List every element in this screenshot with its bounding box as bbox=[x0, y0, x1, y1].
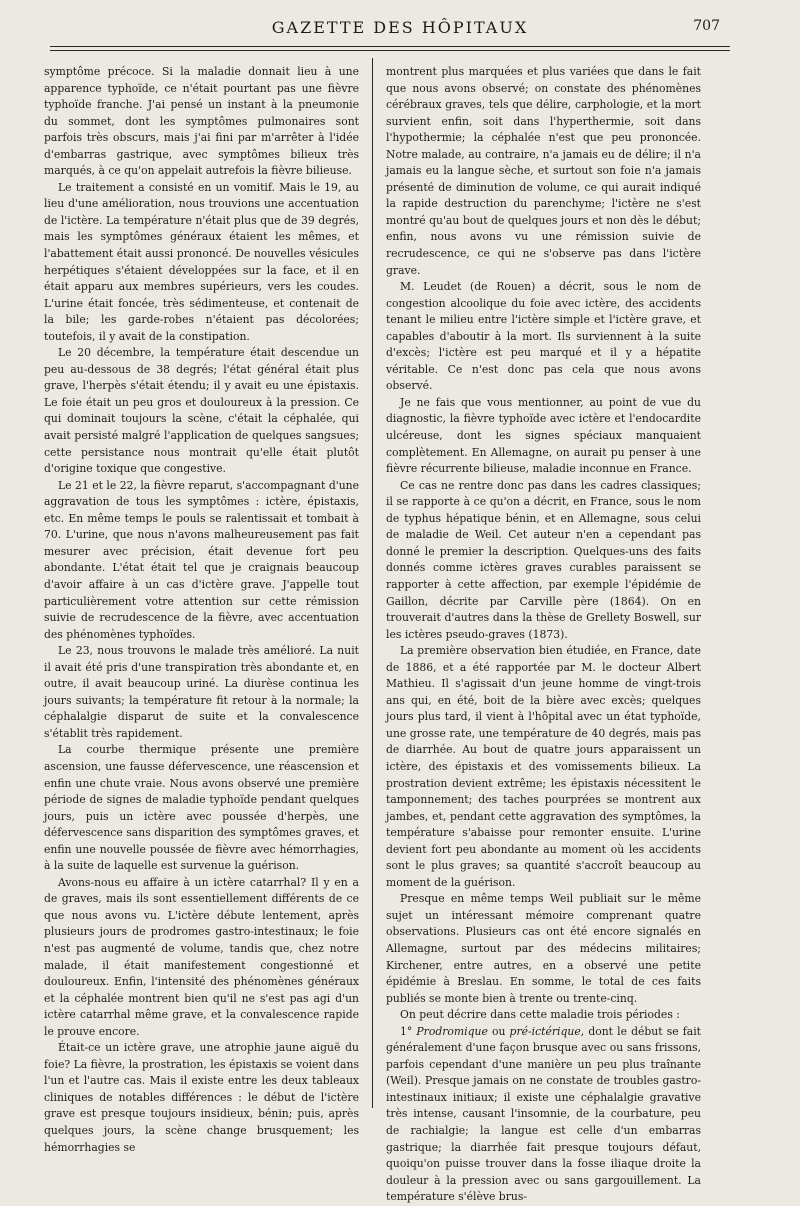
header-rule-thin bbox=[50, 50, 730, 51]
page-header bbox=[0, 18, 800, 42]
list-item-prodromal-period bbox=[386, 1024, 701, 1206]
list-item-text: , dont le début se fait généralement d'une façon brusque avec ou sans frissons, parfois cependant d'une manière un peu plus traînante (Weil). Presque jamais on ne constate de troubles gastro-intestinaux initiaux; il existe une céphalalgie gravative très intense, causant l'insomnie, de la courbature, peu de rachialgie; la langue est celle d'un embarras gastrique; la diarrhée fait presque toujours défaut, quoiqu'on puisse trouver dans la fosse iliaque droite la douleur à la pression avec ou sans gargouillement. La température s'élève brus- bbox=[386, 1024, 701, 1204]
paragraph: montrent plus marquées et plus variées que dans le fait que nous avons observé; on constate des phénomènes cérébraux graves, tels que délire, carphologie, et la mort survient enfin, soit dans l'hyperthermie, soit dans l'hypothermie; la céphalée n'est que peu prononcée. Notre malade, au contraire, n'a jamais eu de délire; il n'a jamais eu la langue sèche, et surtout son foie n'a jamais présenté de diminution de volume, ce qui aurait indiqué la rapide destruction du parenchyme; l'ictère ne s'est montré qu'au bout de quelques jours et non dès le début; enfin, nous avons vu une rémission suivie de recrudescence, ce qui ne s'observe pas dans l'ictère grave. bbox=[386, 65, 701, 277]
term-connector: ou bbox=[487, 1024, 510, 1038]
paragraph: Le 23, nous trouvons le malade très amélioré. La nuit il avait été pris d'une transpiration très abondante et, en outre, il avait beaucoup uriné. La diurèse continua les jours suivants; la température fit retour à la normale; la céphalalgie disparut de suite et la convalescence s'établit très rapidement. bbox=[44, 644, 359, 740]
term-pre-icterique: pré-ictérique bbox=[509, 1024, 581, 1038]
paragraph: La première observation bien étudiée, en France, date de 1886, et a été rapportée par M. le docteur Albert Mathieu. Il s'agissait d'un jeune homme de vingt-trois ans qui, en été, boit de la bière avec excès; quelques jours plus tard, il vient à l'hôpital avec un état typhoïde, une grosse rate, une température de 40 degrés, mais pas de diarrhée. Au bout de quatre jours apparaissent un ictère, des épistaxis et des vomissements bilieux. La prostration devient extrême; les épistaxis nécessitent le tamponnement; des taches pourprées se montrent aux jambes, et, pendant cette aggravation des symptômes, la température s'abaisse pour remonter ensuite. L'urine devient fort peu abondante au moment où les accidents sont le plus graves; sa quantité s'accroît beaucoup au moment de la guérison. bbox=[386, 644, 701, 889]
page-number: 707 bbox=[693, 18, 720, 34]
paragraph: M. Leudet (de Rouen) a décrit, sous le nom de congestion alcoolique du foie avec ictère, des accidents tenant le milieu entre l'ictère simple et l'ictère grave, et capables d'aboutir à la mort. Ils surviennent à la suite d'excès; l'ictère est peu marqué et il y a hépatite véritable. Ce n'est donc pas cela que nous avons observé. bbox=[386, 280, 701, 393]
paragraph: Le traitement a consisté en un vomitif. Mais le 19, au lieu d'une amélioration, nous trouvions une accentuation de l'ictère. La température n'était plus que de 39 degrés, mais les symptômes généraux étaient les mêmes, et l'abattement était aussi prononcé. De nouvelles vésicules herpétiques s'étaient développées sur la face, et il en était apparu aux membres supérieurs, vers les coudes. L'urine était foncée, très sédimenteuse, et contenait de la bile; les garde-robes n'étaient pas décolorées; toutefois, il y avait de la constipation. bbox=[44, 180, 359, 343]
paragraph: On peut décrire dans cette maladie trois périodes : bbox=[400, 1008, 680, 1022]
paragraph: Avons-nous eu affaire à un ictère catarrhal? Il y en a de graves, mais ils sont essentiellement différents de ce que nous avons vu. L'ictère débute lentement, après plusieurs jours de prodromes gastro-intestinaux; le foie n'est pas augmenté de volume, tandis que, chez notre malade, il était manifestement congestionné et douloureux. Enfin, l'intensité des phénomènes généraux et la céphalée montrent bien qu'il ne s'est pas agi d'un ictère catarrhal même grave, et la convalescence rapide le prouve encore. bbox=[44, 875, 359, 1038]
paragraph: Ce cas ne rentre donc pas dans les cadres classiques; il se rapporte à ce qu'on a décrit, en France, sous le nom de typhus hépatique bénin, et en Allemagne, sous celui de maladie de Weil. Cet auteur n'en a cependant pas donné le premier la description. Quelques-uns des faits donnés comme ictères graves curables paraissent se rapporter à cette affection, par exemple l'épidémie de Gaillon, décrite par Carville père (1864). On en trouverait d'autres dans la thèse de Grellety Boswell, sur les ictères pseudo-graves (1873). bbox=[386, 478, 701, 641]
list-number: 1° bbox=[400, 1024, 413, 1038]
right-column bbox=[386, 64, 701, 1206]
running-title: GAZETTE DES HÔPITAUX bbox=[271, 18, 529, 37]
left-column bbox=[44, 64, 359, 1156]
paragraph: Je ne fais que vous mentionner, au point de vue du diagnostic, la fièvre typhoïde avec ictère et l'endocardite ulcéreuse, dont les signes spéciaux manquaient complètement. En Allemagne, on aurait pu penser à une fièvre récurrente bilieuse, maladie inconnue en France. bbox=[386, 395, 701, 476]
paragraph: Le 21 et le 22, la fièvre reparut, s'accompagnant d'une aggravation de tous les symptômes : ictère, épistaxis, etc. En même temps le pouls se ralentissait et tombait à 70. L'urine, que nous n'avons malheureusement pas fait mesurer avec précision, était devenue fort peu abondante. L'état était tel que je craignais beaucoup d'avoir affaire à un cas d'ictère grave. J'appelle tout particulièrement votre attention sur cette rémission suivie de recrudescence de la fièvre, avec accentuation des phénomènes typhoïdes. bbox=[44, 478, 359, 641]
paragraph: Était-ce un ictère grave, une atrophie jaune aiguë du foie? La fièvre, la prostration, les épistaxis se voient dans l'un et l'autre cas. Mais il existe entre les deux tableaux cliniques de notables différences : le début de l'ictère grave est presque toujours insidieux, bénin; puis, après quelques jours, la scène change brusquement; les hémorrhagies se bbox=[44, 1041, 359, 1154]
column-divider bbox=[372, 58, 373, 1108]
paragraph: La courbe thermique présente une première ascension, une fausse défervescence, une réascension et enfin une chute vraie. Nous avons observé une première période de signes de maladie typhoïde pendant quelques jours, puis un ictère avec poussée d'herpès, une défervescence sans disparition des symptômes graves, et enfin une nouvelle poussée de fièvre avec hémorrhagies, à la suite de laquelle est survenue la guérison. bbox=[44, 743, 359, 873]
header-rule bbox=[50, 46, 730, 47]
term-prodromique: Prodromique bbox=[416, 1024, 488, 1038]
paragraph: Le 20 décembre, la température était descendue un peu au-dessous de 38 degrés; l'état général était plus grave, l'herpès s'était étendu; il y avait eu une épistaxis. Le foie était un peu gros et douloureux à la pression. Ce qui dominait toujours la scène, c'était la céphalée, qui avait persisté malgré l'application de quelques sangsues; cette persistance nous montrait qu'elle était plutôt d'origine toxique que congestive. bbox=[44, 346, 359, 476]
paragraph: Presque en même temps Weil publiait sur le même sujet un intéressant mémoire comprenant quatre observations. Plusieurs cas ont été encore signalés en Allemagne, surtout par des médecins militaires; Kirchener, entre autres, en a observé une petite épidémie à Breslau. En somme, le total de ces faits publiés se monte bien à trente ou trente-cinq. bbox=[386, 892, 701, 1005]
paragraph: symptôme précoce. Si la maladie donnait lieu à une apparence typhoïde, ce n'était pourtant pas une fièvre typhoïde franche. J'ai pensé un instant à la pneumonie du sommet, dont les symptômes pulmonaires sont parfois très obscurs, mais j'ai fini par m'arrêter à l'idée d'embarras gastrique, avec symptômes bilieux très marqués, à ce qu'on appelait autrefois la fièvre bilieuse. bbox=[44, 65, 359, 178]
